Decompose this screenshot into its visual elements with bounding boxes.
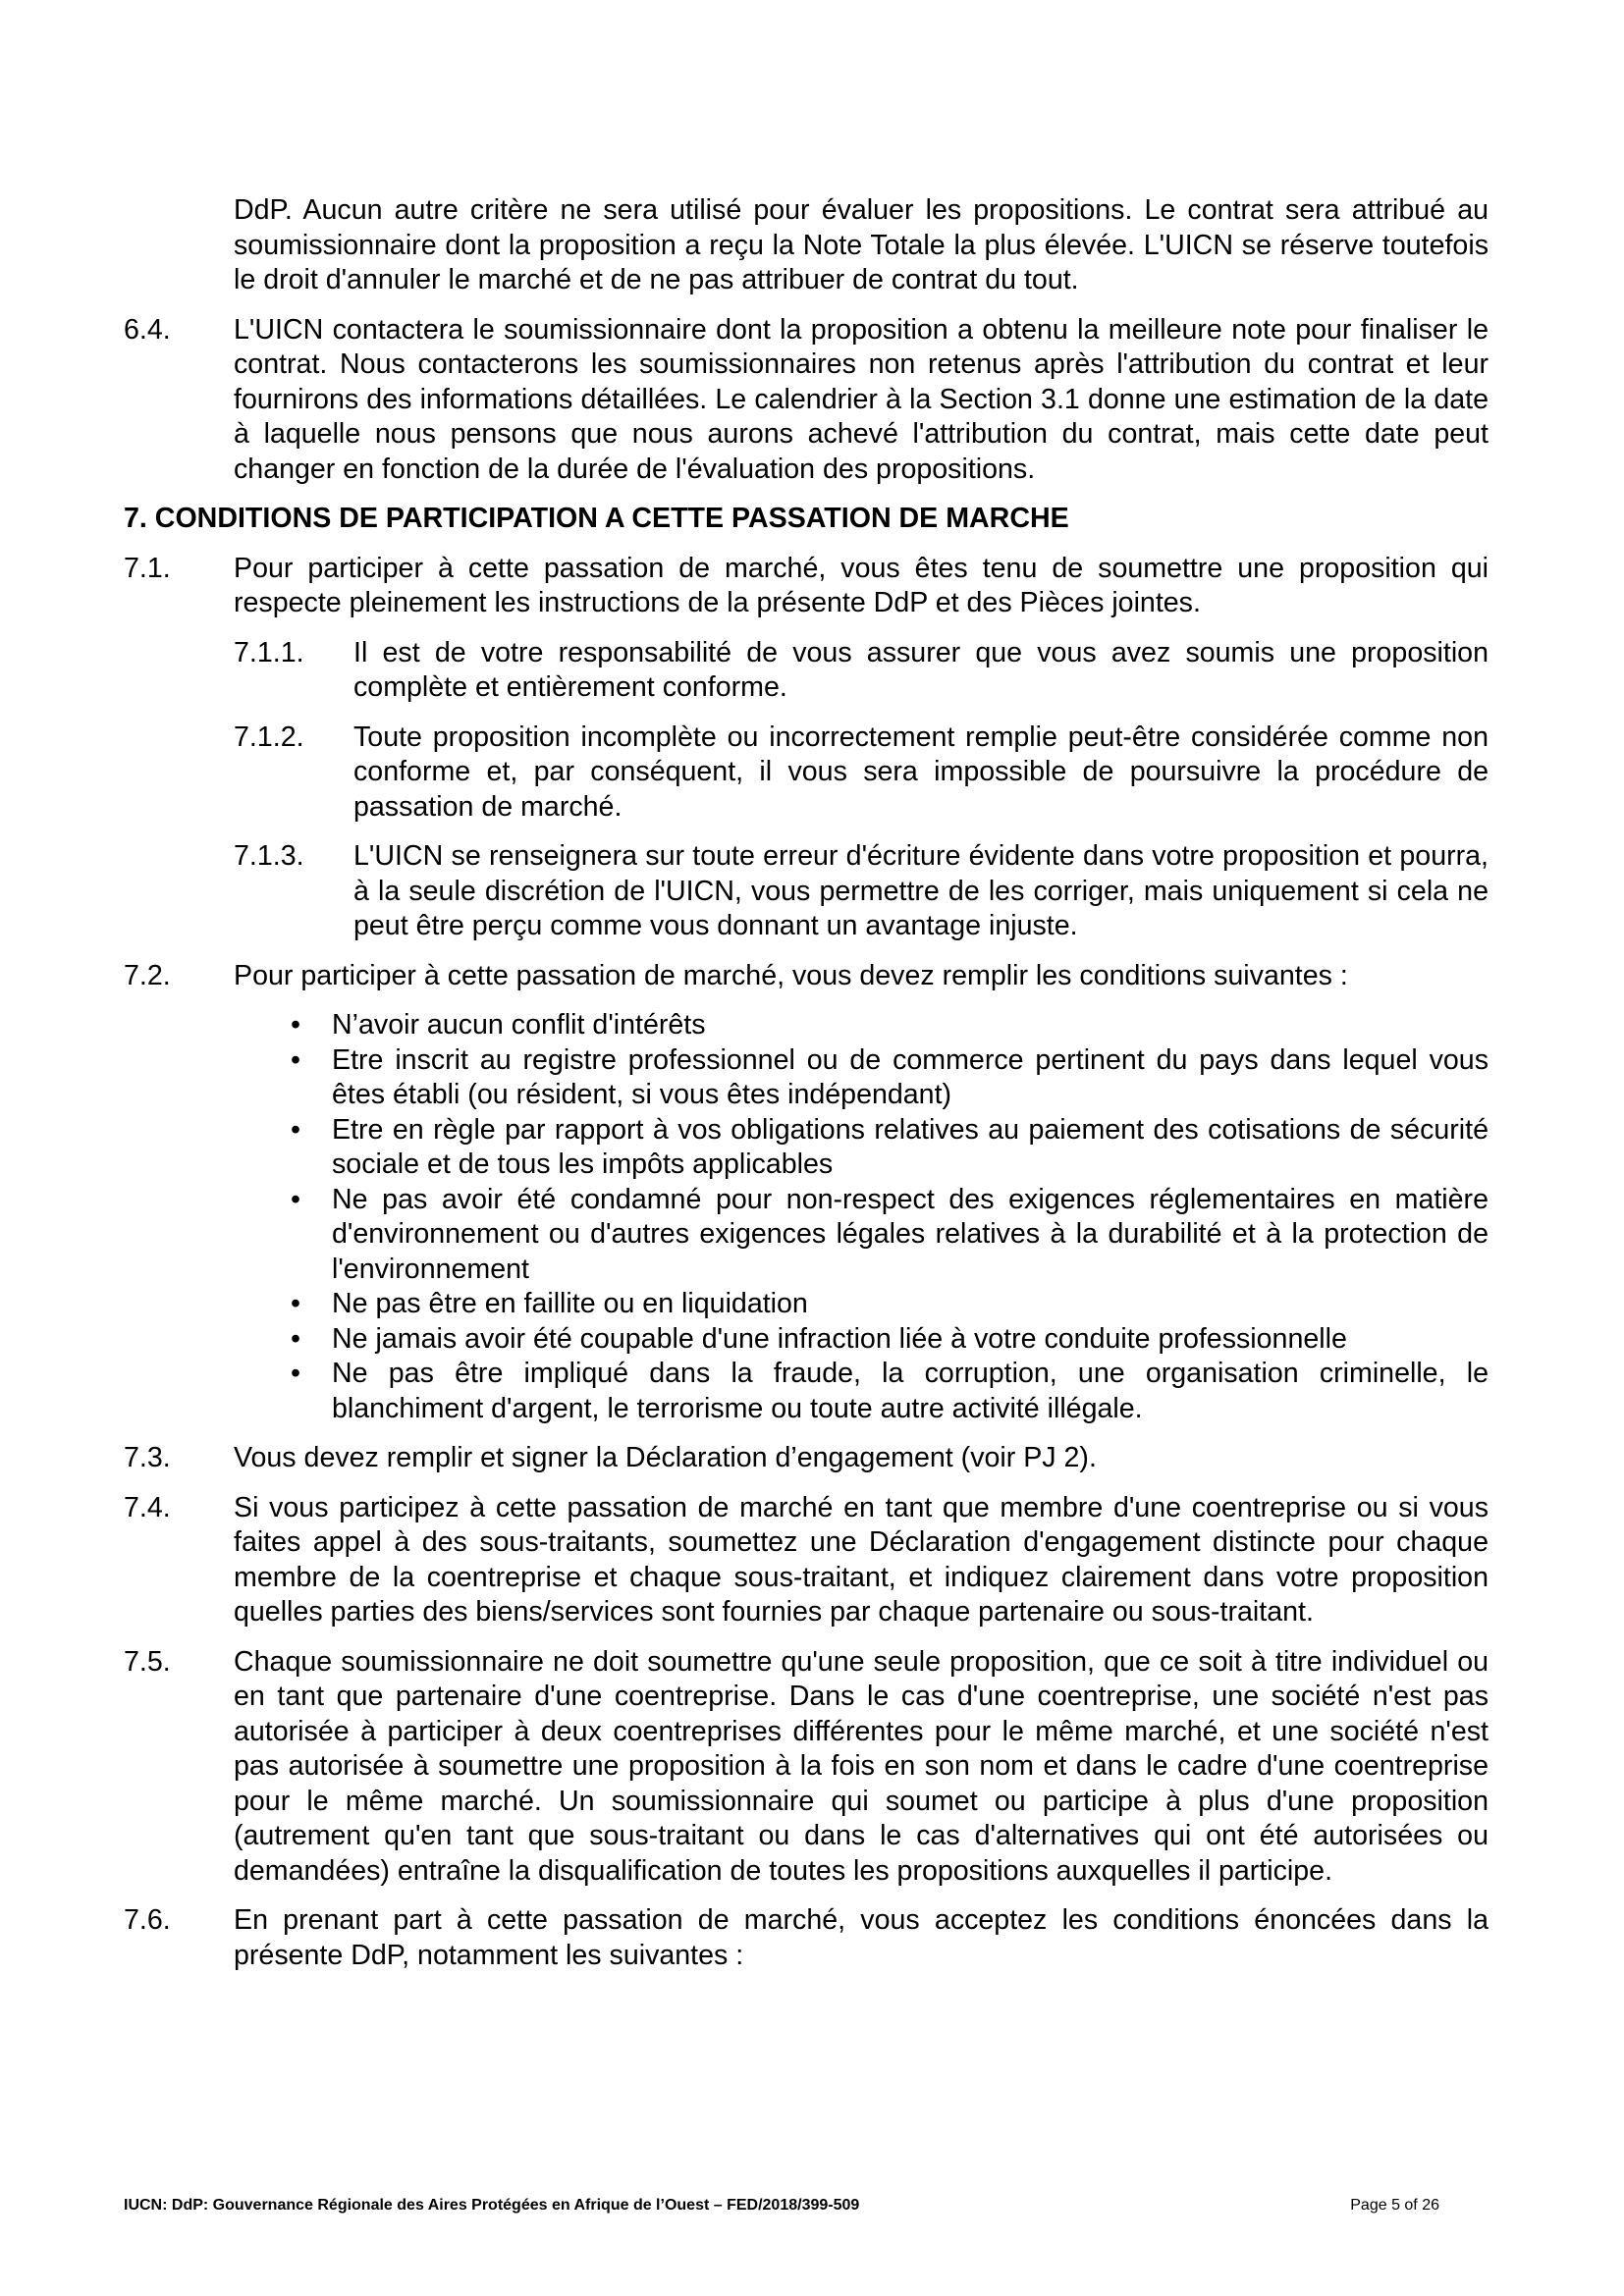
paragraph-7-6 — [124, 1903, 1489, 1973]
paragraph-7-1-3 — [124, 839, 1489, 944]
list-item-text: N’avoir aucun conflit d'intérêts — [332, 1009, 706, 1041]
list-item — [291, 1043, 1489, 1113]
bullet-icon: • — [291, 1009, 301, 1041]
list-item-text: Ne jamais avoir été coupable d'une infraction liée à votre conduite professionnelle — [332, 1322, 1347, 1355]
paragraph-number: 6.4. — [124, 313, 171, 346]
footer-document-title: IUCN: DdP: Gouvernance Régionale des Aires Protégées en Afrique de l’Ouest – FED/2018/399-509 — [124, 2197, 860, 2214]
bullet-icon: • — [291, 1183, 301, 1215]
paragraph-number: 7.1. — [124, 552, 171, 584]
list-item — [291, 1183, 1489, 1288]
bullet-icon: • — [291, 1113, 301, 1146]
conditions-list — [124, 1008, 1489, 1426]
paragraph-7-5 — [124, 1645, 1489, 1890]
footer-page-number: Page 5 of 26 — [1350, 2197, 1439, 2214]
paragraph-text: Chaque soumissionnaire ne doit soumettre qu'une seule proposition, que ce soit à titre individuel ou en tant que partenaire d'une coentreprise. Dans le cas d'une coentreprise, une société n'est pas autorisée à participer à deux coentreprises différentes pour le même marché, et une société n'est pas autorisée à soumettre une proposition à la fois en son nom et dans le cadre d'une coentreprise pour le même marché. Un soumissionnaire qui soumet ou participe à plus d'une proposition (autrement qu'en tant que sous-traitant ou dans le cas d'alternatives qui ont été autorisées ou demandées) entraîne la disqualification de toutes les propositions auxquelles il participe. — [234, 1645, 1489, 1887]
paragraph-7-2 — [124, 959, 1489, 994]
paragraph-6-4 — [124, 313, 1489, 488]
paragraph-number: 7.4. — [124, 1491, 171, 1523]
paragraph-number: 7.1.1. — [234, 636, 304, 668]
paragraph-text: Il est de votre responsabilité de vous assurer que vous avez soumis une proposition complète et entièrement conforme. — [353, 636, 1489, 703]
paragraph-text: L'UICN contactera le soumissionnaire dont la proposition a obtenu la meilleure note pour finaliser le contrat. Nous contacterons les soumissionnaires non retenus après l'attribution du contrat et leur fournirons des informations détaillées. Le calendrier à la Section 3.1 donne une estimation de la date à laquelle nous pensons que nous aurons achevé l'attribution du contrat, mais cette date peut changer en fonction de la durée de l'évaluation des propositions. — [234, 313, 1489, 485]
paragraph-number: 7.1.3. — [234, 840, 304, 872]
list-item-text: Etre inscrit au registre professionnel ou de commerce pertinent du pays dans lequel vous êtes établi (ou résident, si vous êtes indépendant) — [332, 1043, 1489, 1110]
continuation-paragraph — [124, 193, 1489, 298]
paragraph-7-1 — [124, 552, 1489, 621]
list-item — [291, 1322, 1489, 1358]
paragraph-7-1-2 — [124, 721, 1489, 826]
list-item-text: Ne pas être impliqué dans la fraude, la corruption, une organisation criminelle, le blanchiment d'argent, le terrorisme ou toute autre activité illégale. — [332, 1358, 1489, 1424]
paragraph-7-4 — [124, 1491, 1489, 1630]
paragraph-text: Si vous participez à cette passation de marché en tant que membre d'une coentreprise ou si vous faites appel à des sous-traitants, soumettez une Déclaration d'engagement distincte pour chaque membre de la coentreprise et chaque sous-traitant, et indiquez clairement dans votre proposition quelles parties des biens/services sont fournies par chaque partenaire ou sous-traitant. — [234, 1491, 1489, 1628]
list-item-text: Ne pas être en faillite ou en liquidation — [332, 1288, 808, 1319]
bullet-icon: • — [291, 1358, 301, 1389]
paragraph-number: 7.1.2. — [234, 721, 304, 753]
page-body — [124, 193, 1489, 1988]
paragraph-text: Vous devez remplir et signer la Déclaration d’engagement (voir PJ 2). — [234, 1442, 1097, 1473]
bullet-icon: • — [291, 1322, 301, 1355]
list-item — [291, 1008, 1489, 1043]
paragraph-7-3 — [124, 1441, 1489, 1476]
bullet-icon: • — [291, 1043, 301, 1076]
paragraph-7-1-1 — [124, 636, 1489, 706]
section-7-heading: 7. CONDITIONS DE PARTICIPATION A CETTE PASSATION DE MARCHE — [124, 503, 1069, 534]
paragraph-text: Pour participer à cette passation de marché, vous devez remplir les conditions suivantes : — [234, 959, 1348, 991]
paragraph-text: DdP. Aucun autre critère ne sera utilisé pour évaluer les propositions. Le contrat sera attribué au soumissionnaire dont la proposition a reçu la Note Totale la plus élevée. L'UICN se réserve toutefois le droit d'annuler le marché et de ne pas attribuer de contrat du tout. — [234, 194, 1489, 295]
bullet-icon: • — [291, 1288, 301, 1319]
list-item — [291, 1357, 1489, 1426]
paragraph-number: 7.6. — [124, 1904, 171, 1936]
list-item — [291, 1287, 1489, 1322]
paragraph-number: 7.2. — [124, 959, 171, 991]
paragraph-text: En prenant part à cette passation de marché, vous acceptez les conditions énoncées dans la présente DdP, notamment les suivantes : — [234, 1904, 1489, 1971]
list-item-text: Ne pas avoir été condamné pour non-respect des exigences réglementaires en matière d'environnement ou d'autres exigences légales relatives à la durabilité et à la protection de l'environnement — [332, 1183, 1489, 1285]
list-item — [291, 1113, 1489, 1183]
paragraph-number: 7.5. — [124, 1645, 171, 1678]
paragraph-text: L'UICN se renseignera sur toute erreur d'écriture évidente dans votre proposition et pourra, à la seule discrétion de l'UICN, vous permettre de les corriger, mais uniquement si cela ne peut être perçu comme vous donnant un avantage injuste. — [353, 840, 1489, 941]
paragraph-text: Pour participer à cette passation de marché, vous êtes tenu de soumettre une proposition qui respecte pleinement les instructions de la présente DdP et des Pièces jointes. — [234, 552, 1489, 618]
paragraph-number: 7.3. — [124, 1442, 171, 1473]
list-item-text: Etre en règle par rapport à vos obligations relatives au paiement des cotisations de sécurité sociale et de tous les impôts applicables — [332, 1113, 1489, 1180]
paragraph-text: Toute proposition incomplète ou incorrectement remplie peut-être considérée comme non conforme et, par conséquent, il vous sera impossible de poursuivre la procédure de passation de marché. — [353, 721, 1489, 823]
